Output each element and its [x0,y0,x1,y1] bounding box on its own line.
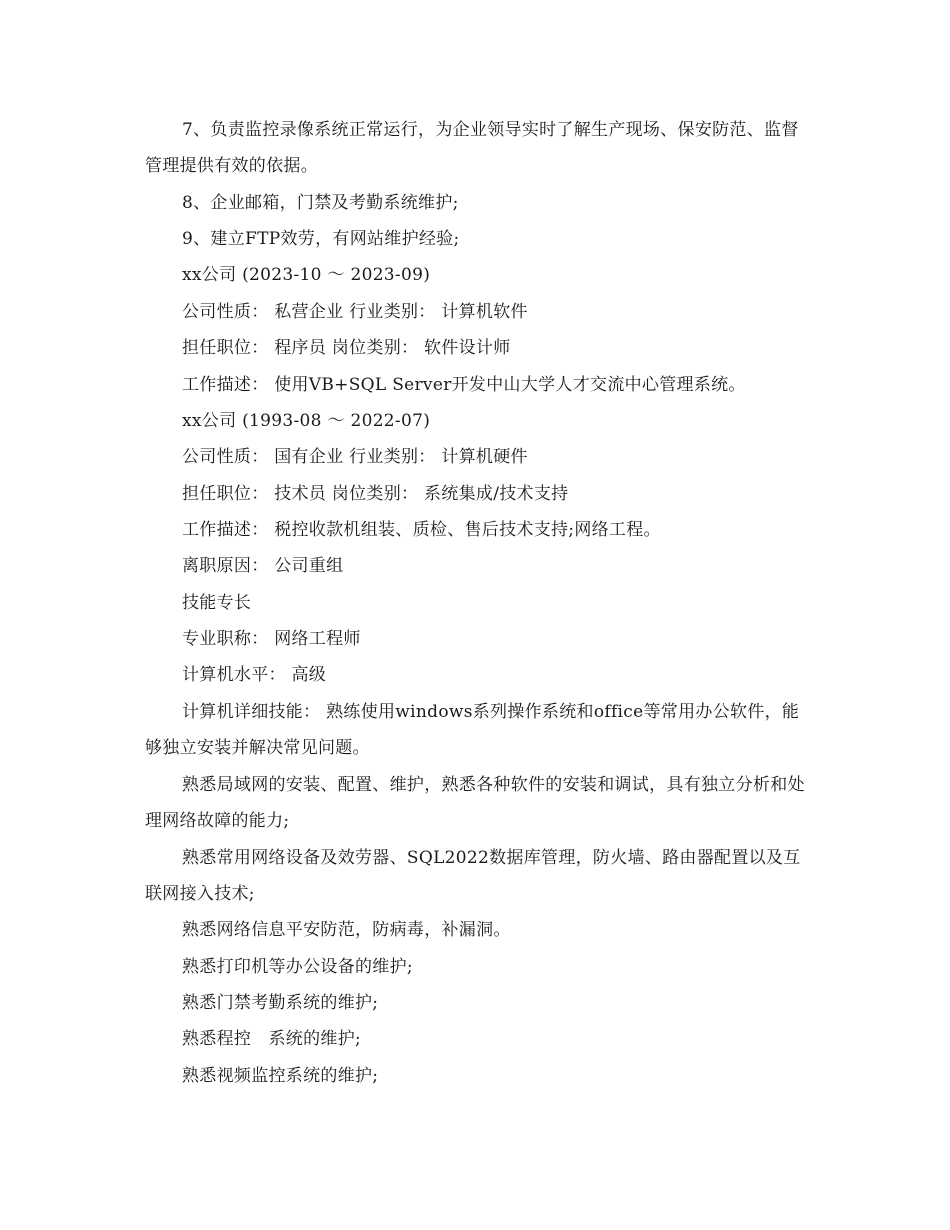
skill-pbx: 熟悉程控 系统的维护; [182,1029,362,1049]
computer-skills-detail: 计算机详细技能： 熟练使用windows系列操作系统和office等常用办公软件，能够独立安装并解决常见问题。 [145,702,800,758]
company-nature-2: 公司性质： 国有企业 行业类别： 计算机硬件 [182,447,528,467]
skill-security: 熟悉网络信息平安防范，防病毒，补漏洞。 [182,920,511,940]
computer-level: 计算机水平： 高级 [182,665,327,685]
professional-title: 专业职称： 网络工程师 [182,629,361,649]
skill-access-control: 熟悉门禁考勤系统的维护; [182,993,379,1013]
work-description-1: 工作描述： 使用VB+SQL Server开发中山大学人才交流中心管理系统。 [182,375,746,395]
paragraph-duty-7: 7、负责监控录像系统正常运行，为企业领导实时了解生产现场、保安防范、监督管理提供有效的依据。 [145,120,799,176]
paragraph-duty-9: 9、建立FTP效劳，有网站维护经验; [182,229,460,249]
company-heading-2: xx公司 (1993-08 ～ 2022-07) [182,411,431,431]
skill-network-devices: 熟悉常用网络设备及效劳器、SQL2022数据库管理，防火墙、路由器配置以及互联网接入技术; [145,848,801,904]
position-2: 担任职位： 技术员 岗位类别： 系统集成/技术支持 [182,484,569,504]
leave-reason: 离职原因： 公司重组 [182,556,344,576]
position-1: 担任职位： 程序员 岗位类别： 软件设计师 [182,338,511,358]
skill-video-surveillance: 熟悉视频监控系统的维护; [182,1066,379,1086]
paragraph-duty-8: 8、企业邮箱，门禁及考勤系统维护; [182,193,459,213]
work-description-2: 工作描述： 税控收款机组装、质检、售后技术支持;网络工程。 [182,520,661,540]
company-heading-1: xx公司 (2023-10 ～ 2023-09) [182,265,431,285]
company-nature-1: 公司性质： 私营企业 行业类别： 计算机软件 [182,302,528,322]
section-heading-skills: 技能专长 [182,593,252,613]
skill-printer: 熟悉打印机等办公设备的维护; [182,957,413,977]
skill-lan: 熟悉局域网的安装、配置、维护，熟悉各种软件的安装和调试，具有独立分析和处理网络故障的能力; [145,775,805,831]
